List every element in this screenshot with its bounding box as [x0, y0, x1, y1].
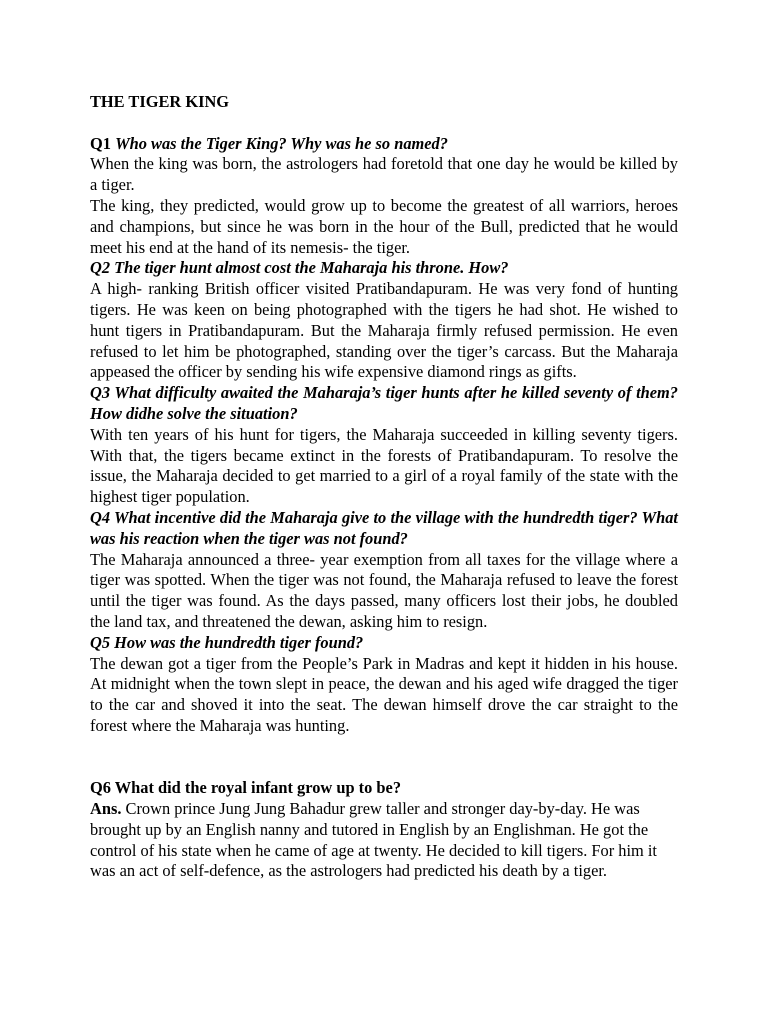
answer-5: The dewan got a tiger from the People’s Park in Madras and kept it hidden in his house. At midnight when the town slept in peace, the dewan and his aged wife dragged the tiger to the car and shoved it into the seat. The dewan himself drove the car straight to the forest where the Maharaja was hunting.: [90, 653, 678, 735]
document-title: THE TIGER KING: [90, 92, 230, 111]
question-2: Q2 The tiger hunt almost cost the Maharaja his throne. How?: [90, 258, 509, 278]
answer-2: A high- ranking British officer visited Pratibandapuram. He was very fond of hunting tigers. He was keen on being photographed with the tigers he had shot. He wished to hunt tigers in Pratibandapuram. But the Maharaja firmly refused permission. He even refused to let him be photographed, standing over the tiger’s carcass. But the Maharaja appeased the officer by sending his wife expensive diamond rings as gifts.: [90, 279, 678, 382]
answer-1-para-1: When the king was born, the astrologers had foretold that one day he would be killed by a tiger.: [90, 154, 678, 195]
spacer: [90, 113, 678, 134]
answer-6-text: Crown prince Jung Jung Bahadur grew taller and stronger day-by-day. He was brought up by an English nanny and tutored in English by an Englishman. He got the control of his state when he came of age at twenty. He decided to kill tigers. For him it was an act of self-defence, as the astrologers had predicted his death by a tiger.: [90, 799, 657, 881]
question-6: Q6 What did the royal infant grow up to be?: [90, 778, 402, 798]
question-3: Q3 What difficulty awaited the Maharaja’s tiger hunts after he killed seventy of them? How didhe solve the situation?: [90, 383, 678, 423]
answer-4: The Maharaja announced a three- year exemption from all taxes for the village where a tiger was spotted. When the tiger was not found, the Maharaja refused to leave the forest until the tiger was found. As the days passed, many officers lost their jobs, he doubled the land tax, and threatened the dewan, asking him to resign.: [90, 549, 678, 631]
answer-6-label: Ans.: [90, 799, 122, 819]
spacer: [90, 737, 678, 779]
question-1-number: Q1: [90, 133, 111, 153]
question-1: [90, 134, 678, 155]
answer-3: With ten years of his hunt for tigers, the Maharaja succeeded in killing seventy tigers. With that, the tigers became extinct in the forests of Pratibandapuram. To resolve the issue, the Maharaja decided to get married to a girl of a royal family of the state with the highest tiger population.: [90, 424, 678, 507]
question-4: Q4 What incentive did the Maharaja give to the village with the hundredth tiger? What was his reaction when the tiger was not found?: [90, 507, 678, 548]
answer-6: [90, 799, 678, 882]
question-5: Q5 How was the hundredth tiger found?: [90, 632, 364, 652]
document-page: [90, 92, 678, 882]
question-1-text: Who was the Tiger King? Why was he so named?: [115, 133, 448, 153]
answer-1-para-2: The king, they predicted, would grow up to become the greatest of all warriors, heroes and champions, but since he was born in the hour of the Bull, predicted that he would meet his end at the hand of its nemesis- the tiger.: [90, 195, 678, 257]
